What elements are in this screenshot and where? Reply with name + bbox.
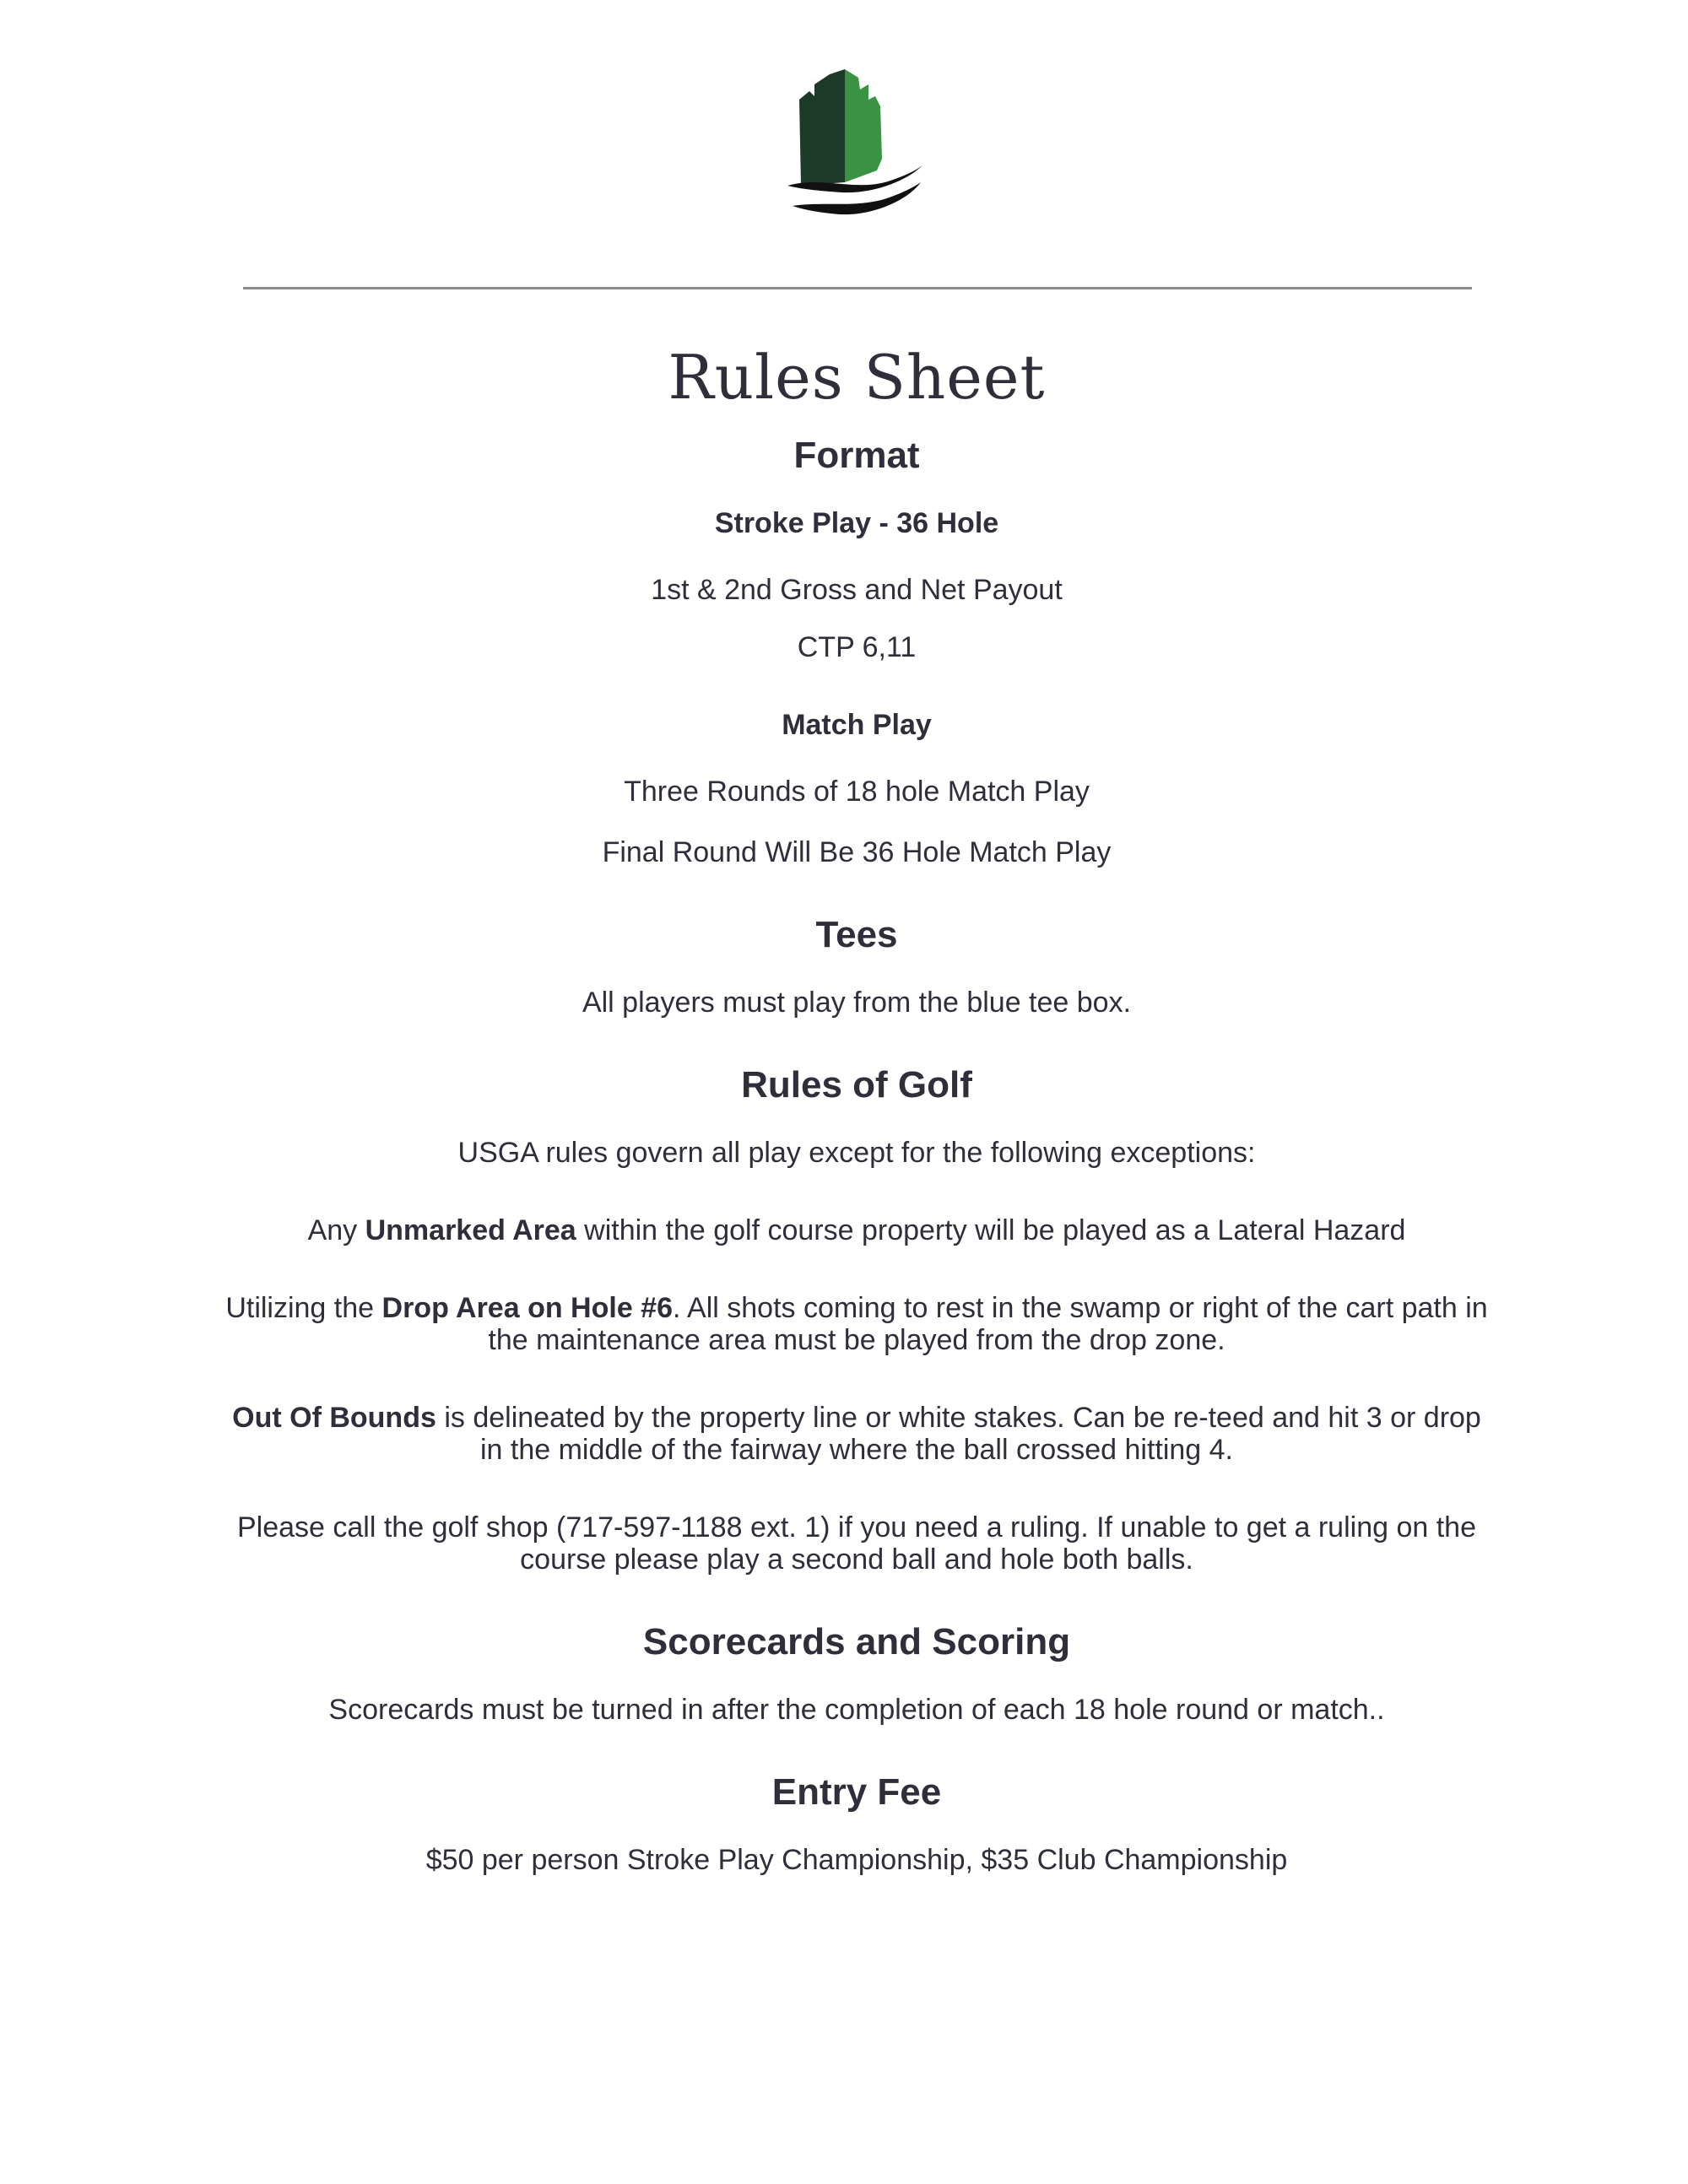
unmarked-bold: Unmarked Area [365, 1214, 576, 1246]
ctp-text: CTP 6,11 [797, 631, 917, 663]
rounds-text: Three Rounds of 18 hole Match Play [624, 776, 1090, 808]
entry-fee-text: $50 per person Stroke Play Championship, $35 Club Championship [425, 1844, 1288, 1876]
out-of-bounds-rule [219, 1402, 1494, 1466]
final-round-text: Final Round Will Be 36 Hole Match Play [602, 836, 1112, 868]
entry-fee-heading: Entry Fee [771, 1771, 942, 1813]
logo-tower-light [845, 69, 882, 182]
rules-content [219, 342, 1494, 1905]
ruling-text: Please call the golf shop (717-597-1188 ext. 1) if you need a ruling. If unable to get a ruling on the course please play a second ball and hole both balls. [236, 1511, 1476, 1576]
drop-pre: Utilizing the [225, 1292, 382, 1324]
logo-tower-dark [799, 69, 845, 186]
tees-text: All players must play from the blue tee box. [582, 987, 1132, 1019]
rules-intro: USGA rules govern all play except for the following exceptions: [457, 1137, 1256, 1169]
tees-heading: Tees [815, 914, 898, 955]
castle-wave-logo [781, 66, 928, 218]
scorecards-text: Scorecards must be turned in after the completion of each 18 hole round or match.. [328, 1694, 1385, 1726]
page-title: Rules Sheet [668, 342, 1046, 413]
stroke-play-heading: Stroke Play - 36 Hole [714, 507, 999, 539]
drop-area-rule [219, 1292, 1494, 1356]
oob-bold: Out Of Bounds [232, 1402, 436, 1434]
unmarked-area-rule [219, 1214, 1494, 1246]
format-heading: Format [793, 435, 920, 476]
scorecards-heading: Scorecards and Scoring [642, 1621, 1071, 1662]
match-play-heading: Match Play [782, 709, 932, 741]
header-divider [243, 287, 1472, 289]
rules-heading: Rules of Golf [741, 1064, 972, 1106]
drop-post: . All shots coming to rest in the swamp or right of the cart path in the maintenance area must be played from the drop zone. [488, 1292, 1488, 1356]
oob-post: is delineated by the property line or white stakes. Can be re-teed and hit 3 or drop in the middle of the fairway where the ball crossed hitting 4. [436, 1402, 1481, 1466]
unmarked-post: within the golf course property will be played as a Lateral Hazard [576, 1214, 1406, 1246]
payout-text: 1st & 2nd Gross and Net Payout [651, 574, 1063, 606]
unmarked-pre: Any [307, 1214, 365, 1246]
drop-bold: Drop Area on Hole #6 [381, 1292, 673, 1324]
